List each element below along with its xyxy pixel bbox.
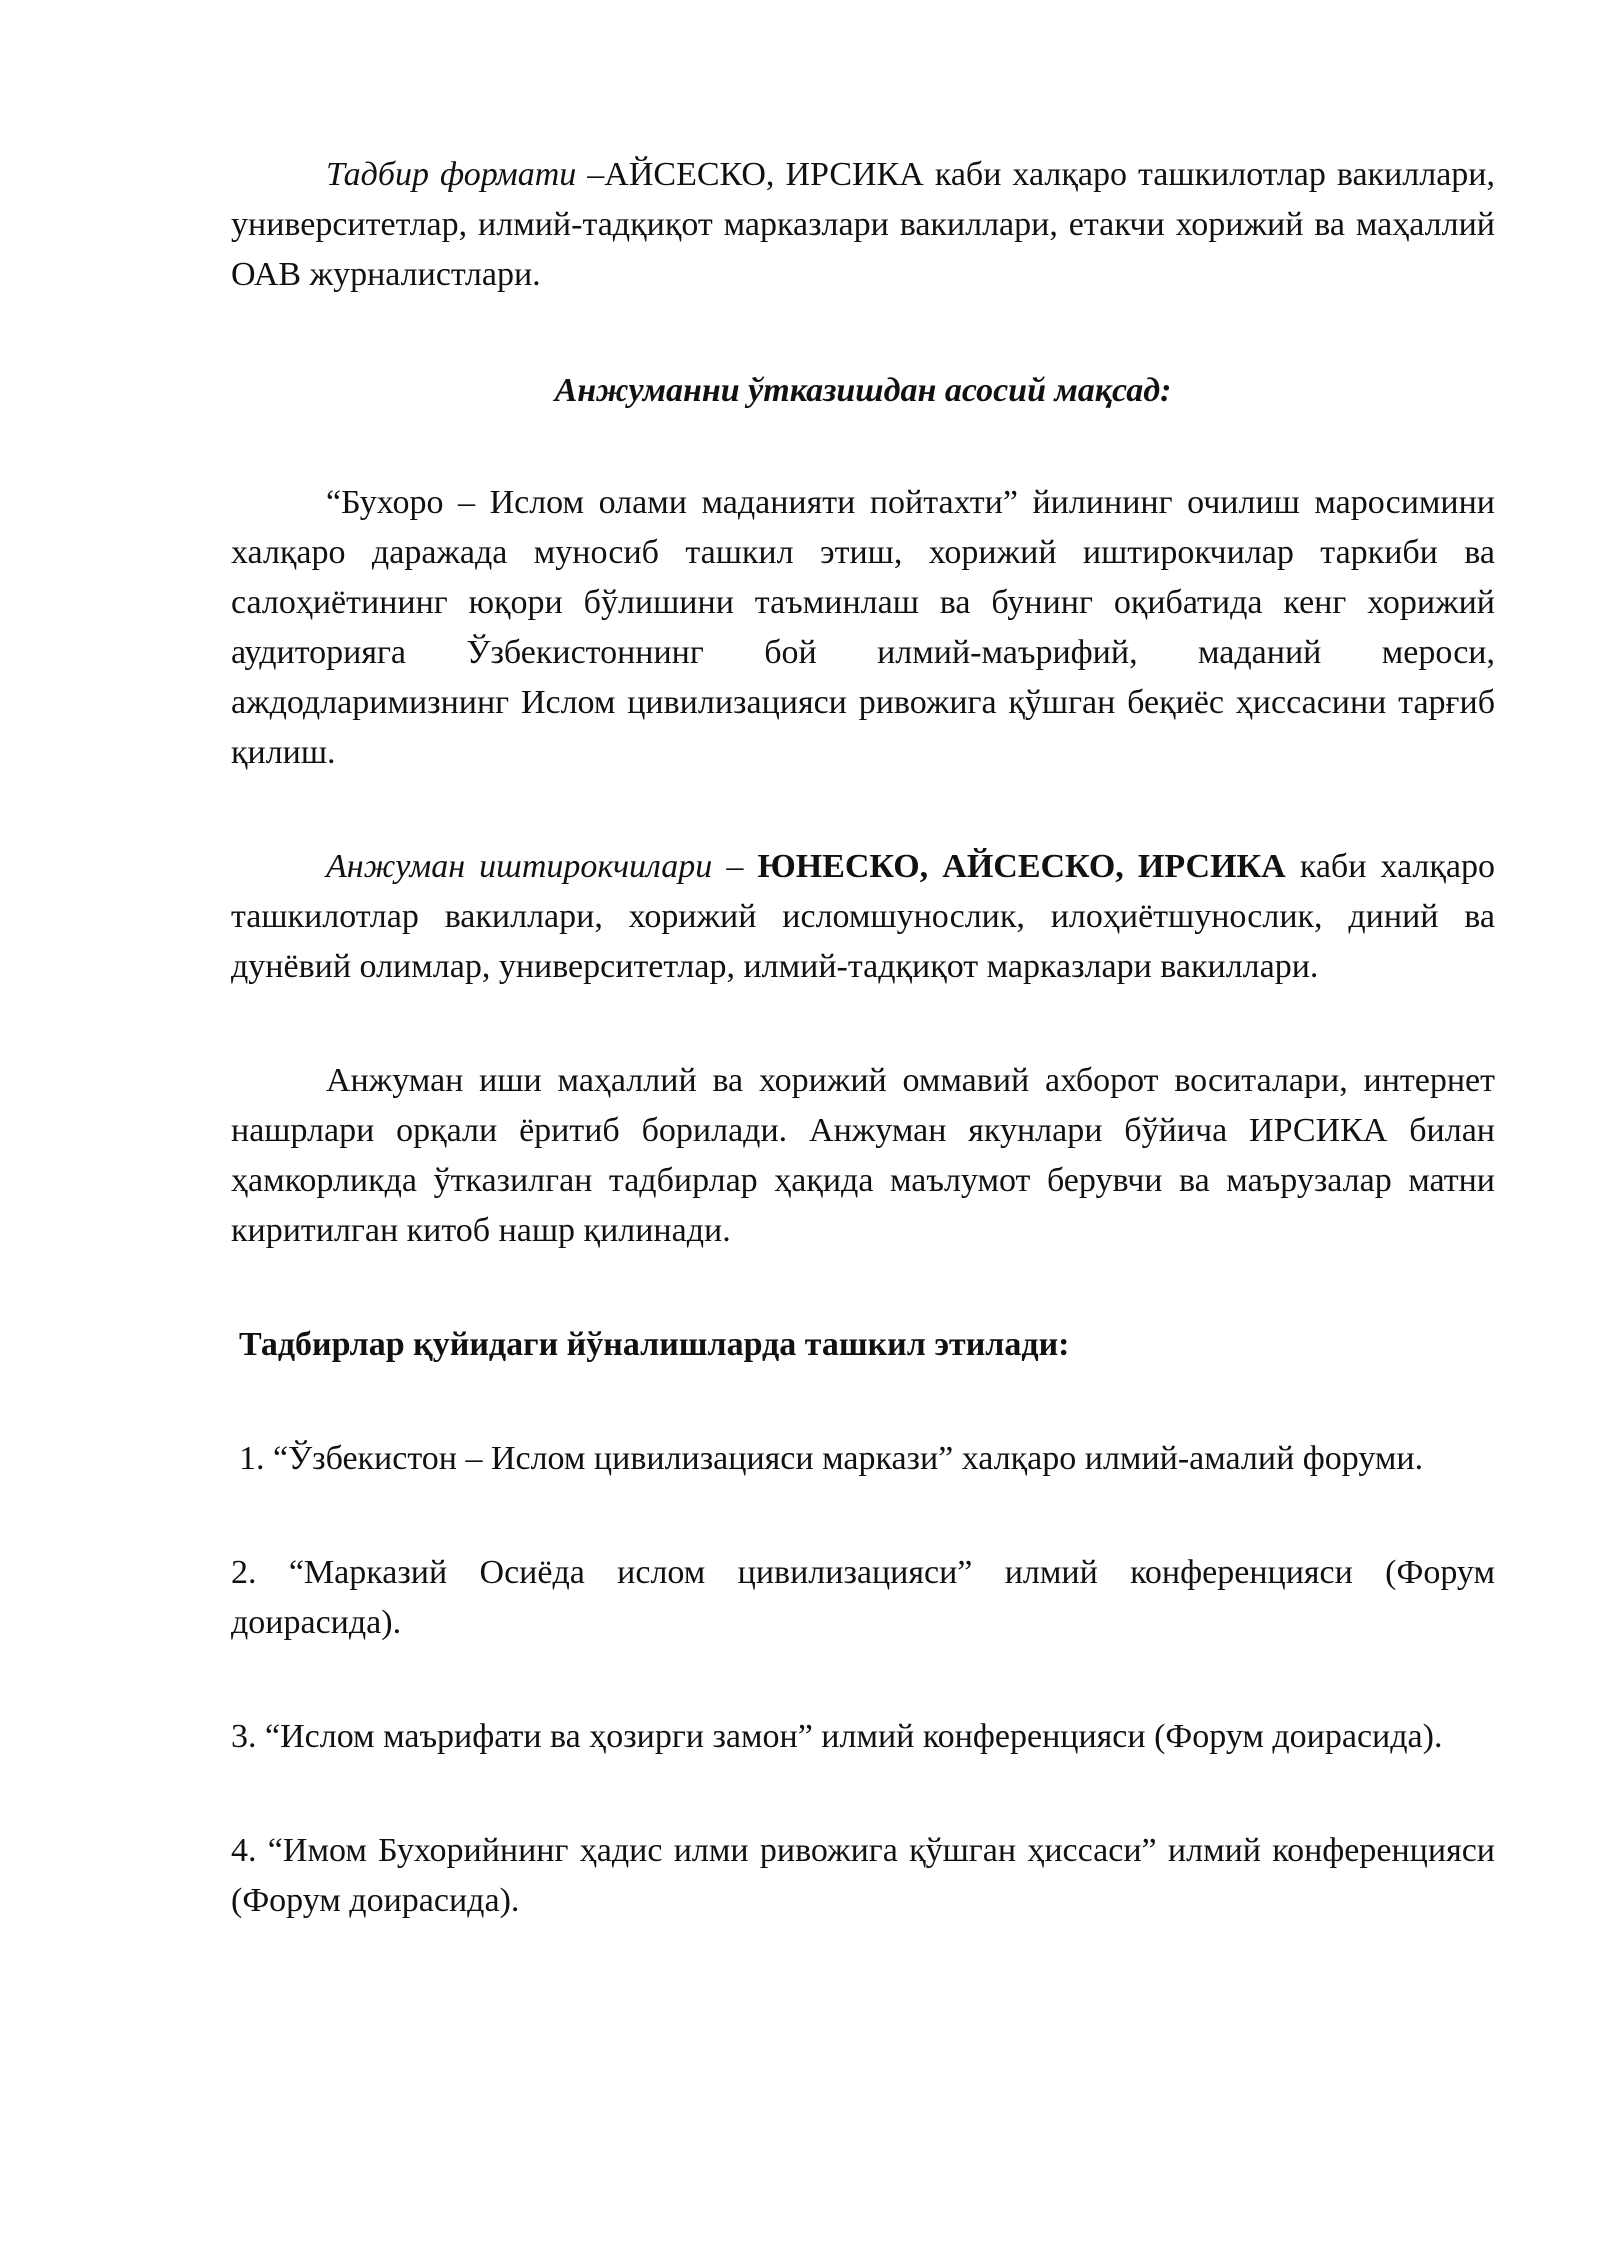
format-paragraph (231, 150, 1495, 300)
goal-paragraph: “Бухоро – Ислом олами маданияти пойтахти” йилининг очилиш маросимини халқаро даражада муносиб ташкил этиш, хорижий иштирокчилар таркиби ва салоҳиётининг юқори бўлишини таъминлаш ва бунинг оқибатида кенг хорижий аудиторияга Ўзбекистоннинг бой илмий-маърифий, маданий мероси, аждодларимизнинг Ислом цивилизацияси ривожига қўшган беқиёс ҳиссасини тарғиб қилиш. (231, 484, 1495, 771)
direction-item-3: 3. “Ислом маърифати ва ҳозирги замон” илмий конференцияси (Форум доирасида). (231, 1718, 1443, 1755)
participants-paragraph (231, 842, 1495, 992)
format-text: АЙСЕСКО, ИРСИКА каби халқаро ташкилотлар вакиллари, университетлар, илмий-тадқиқот марказлари вакиллари, етакчи хорижий ва маҳаллий ОАВ журналистлари. (231, 156, 1495, 293)
participants-text: каби халқаро ташкилотлар вакиллари, хорижий исломшунослик, илоҳиётшунослик, диний ва дунёвий олимлар, университетлар, илмий-тадқиқот марказлари вакиллари. (231, 848, 1496, 985)
participants-orgs: ЮНЕСКО, АЙСЕСКО, ИРСИКА (757, 848, 1286, 885)
coverage-paragraph: Анжуман иши маҳаллий ва хорижий оммавий ахборот воситалари, интернет нашрлари орқали ёритиб борилади. Анжуман якунлари бўйича ИРСИКА билан ҳамкорликда ўтказилган тадбирлар ҳақида маълумот берувчи ва маърузалар матни киритилган китоб нашр қилинади. (231, 1062, 1495, 1249)
format-dash: – (576, 156, 605, 193)
direction-item-2: 2. “Марказий Осиёда ислом цивилизацияси” илмий конференцияси (Форум доирасида). (231, 1554, 1495, 1641)
direction-item-1: 1. “Ўзбекистон – Ислом цивилизацияси маркази” халқаро илмий-амалий форуми. (239, 1440, 1424, 1477)
participants-dash: – (712, 848, 758, 885)
format-label: Тадбир формати (326, 156, 577, 193)
participants-label: Анжуман иштирокчилари (326, 848, 713, 885)
directions-heading: Тадбирлар қуйидаги йўналишларда ташкил этилади: (239, 1326, 1070, 1363)
direction-item-4: 4. “Имом Бухорийнинг ҳадис илми ривожига қўшган ҳиссаси” илмий конференцияси (Форум доирасида). (231, 1832, 1495, 1919)
document-page (231, 150, 1495, 1926)
goal-heading: Анжуманни ўтказишдан асосий мақсад: (554, 372, 1172, 409)
